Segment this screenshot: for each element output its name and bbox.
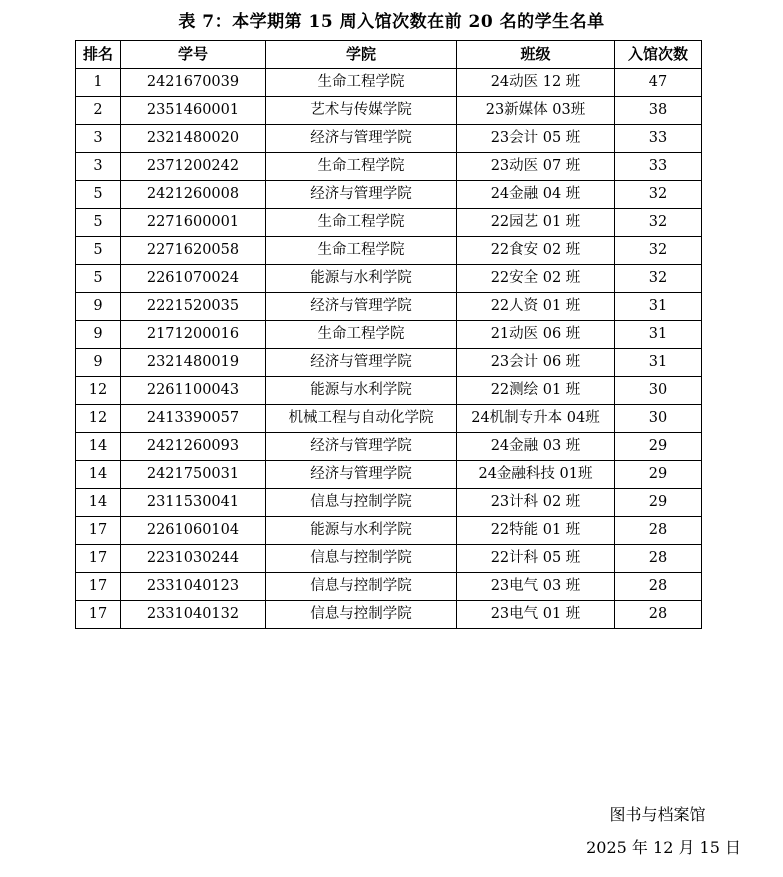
table-cell: 22特能 01 班	[457, 517, 615, 545]
table-cell: 32	[615, 265, 702, 293]
table-cell: 2261060104	[121, 517, 266, 545]
table-cell: 23会计 05 班	[457, 125, 615, 153]
table-cell: 22安全 02 班	[457, 265, 615, 293]
table-cell: 2271600001	[121, 209, 266, 237]
table-cell: 2371200242	[121, 153, 266, 181]
table-cell: 5	[76, 265, 121, 293]
table-cell: 机械工程与自动化学院	[266, 405, 457, 433]
table-cell: 24金融 04 班	[457, 181, 615, 209]
table-cell: 17	[76, 545, 121, 573]
table-cell: 2321480020	[121, 125, 266, 153]
table-cell: 32	[615, 209, 702, 237]
table-cell: 生命工程学院	[266, 209, 457, 237]
table-cell: 艺术与传媒学院	[266, 97, 457, 125]
table-cell: 33	[615, 125, 702, 153]
table-cell: 能源与水利学院	[266, 517, 457, 545]
table-cell: 28	[615, 601, 702, 629]
table-row	[76, 573, 702, 601]
table-cell: 生命工程学院	[266, 69, 457, 97]
table-cell: 3	[76, 153, 121, 181]
table-row	[76, 433, 702, 461]
table-cell: 9	[76, 293, 121, 321]
table-cell: 32	[615, 237, 702, 265]
table-cell: 12	[76, 405, 121, 433]
table-cell: 2	[76, 97, 121, 125]
table-cell: 47	[615, 69, 702, 97]
header-student-id: 学号	[121, 41, 266, 69]
table-cell: 23电气 03 班	[457, 573, 615, 601]
table-row	[76, 461, 702, 489]
table-cell: 2271620058	[121, 237, 266, 265]
table-header-row	[76, 41, 702, 69]
table-cell: 3	[76, 125, 121, 153]
table-row	[76, 517, 702, 545]
table-cell: 23新媒体 03班	[457, 97, 615, 125]
header-college: 学院	[266, 41, 457, 69]
table-cell: 信息与控制学院	[266, 573, 457, 601]
table-cell: 2261070024	[121, 265, 266, 293]
footer-date: 2025 年 12 月 15 日	[586, 838, 741, 858]
table-cell: 28	[615, 573, 702, 601]
table-cell: 28	[615, 517, 702, 545]
table-cell: 9	[76, 321, 121, 349]
table-cell: 31	[615, 349, 702, 377]
table-cell: 14	[76, 489, 121, 517]
table-cell: 22食安 02 班	[457, 237, 615, 265]
table-cell: 2421260093	[121, 433, 266, 461]
table-cell: 生命工程学院	[266, 321, 457, 349]
table-cell: 31	[615, 293, 702, 321]
table-cell: 22园艺 01 班	[457, 209, 615, 237]
table-cell: 信息与控制学院	[266, 489, 457, 517]
table-row	[76, 125, 702, 153]
table-cell: 2331040132	[121, 601, 266, 629]
table-cell: 生命工程学院	[266, 237, 457, 265]
table-row	[76, 209, 702, 237]
table-cell: 2421260008	[121, 181, 266, 209]
header-visit-count: 入馆次数	[615, 41, 702, 69]
table-row	[76, 181, 702, 209]
table-row	[76, 377, 702, 405]
table-cell: 2221520035	[121, 293, 266, 321]
table-cell: 能源与水利学院	[266, 377, 457, 405]
table-cell: 信息与控制学院	[266, 545, 457, 573]
table-cell: 5	[76, 181, 121, 209]
table-cell: 2321480019	[121, 349, 266, 377]
table-cell: 30	[615, 405, 702, 433]
table-cell: 29	[615, 433, 702, 461]
table-cell: 经济与管理学院	[266, 349, 457, 377]
table-cell: 经济与管理学院	[266, 181, 457, 209]
header-class: 班级	[457, 41, 615, 69]
table-cell: 32	[615, 181, 702, 209]
table-cell: 1	[76, 69, 121, 97]
table-header	[76, 41, 702, 69]
table-cell: 24动医 12 班	[457, 69, 615, 97]
table-cell: 33	[615, 153, 702, 181]
student-roster-table	[75, 40, 702, 629]
table-cell: 5	[76, 237, 121, 265]
table-cell: 22计科 05 班	[457, 545, 615, 573]
table-cell: 21动医 06 班	[457, 321, 615, 349]
table-cell: 23会计 06 班	[457, 349, 615, 377]
table-row	[76, 321, 702, 349]
table-cell: 信息与控制学院	[266, 601, 457, 629]
table-cell: 17	[76, 573, 121, 601]
table-body	[76, 69, 702, 629]
table-row	[76, 237, 702, 265]
table-cell: 2331040123	[121, 573, 266, 601]
table-cell: 2413390057	[121, 405, 266, 433]
table-cell: 生命工程学院	[266, 153, 457, 181]
table-cell: 29	[615, 461, 702, 489]
table-cell: 2171200016	[121, 321, 266, 349]
table-row	[76, 293, 702, 321]
table-row	[76, 265, 702, 293]
table-cell: 38	[615, 97, 702, 125]
table-row	[76, 153, 702, 181]
table-cell: 5	[76, 209, 121, 237]
table-cell: 2261100043	[121, 377, 266, 405]
table-cell: 24金融科技 01班	[457, 461, 615, 489]
table-cell: 23计科 02 班	[457, 489, 615, 517]
table-cell: 14	[76, 461, 121, 489]
table-row	[76, 545, 702, 573]
table-row	[76, 69, 702, 97]
table-cell: 17	[76, 517, 121, 545]
table-cell: 14	[76, 433, 121, 461]
table-cell: 24机制专升本 04班	[457, 405, 615, 433]
table-cell: 2421750031	[121, 461, 266, 489]
table-row	[76, 405, 702, 433]
table-cell: 经济与管理学院	[266, 433, 457, 461]
table-cell: 经济与管理学院	[266, 293, 457, 321]
table-cell: 17	[76, 601, 121, 629]
table-cell: 2351460001	[121, 97, 266, 125]
table-cell: 经济与管理学院	[266, 125, 457, 153]
footer-organization: 图书与档案馆	[609, 805, 706, 825]
table-cell: 能源与水利学院	[266, 265, 457, 293]
table-cell: 9	[76, 349, 121, 377]
header-rank: 排名	[76, 41, 121, 69]
table-cell: 2231030244	[121, 545, 266, 573]
table-cell: 24金融 03 班	[457, 433, 615, 461]
table-row	[76, 601, 702, 629]
table-row	[76, 97, 702, 125]
table-cell: 23电气 01 班	[457, 601, 615, 629]
table-cell: 12	[76, 377, 121, 405]
table-cell: 31	[615, 321, 702, 349]
table-cell: 30	[615, 377, 702, 405]
document-footer	[586, 799, 741, 865]
table-cell: 22人资 01 班	[457, 293, 615, 321]
table-row	[76, 489, 702, 517]
table-cell: 2421670039	[121, 69, 266, 97]
table-row	[76, 349, 702, 377]
table-cell: 22测绘 01 班	[457, 377, 615, 405]
table-cell: 29	[615, 489, 702, 517]
table-cell: 28	[615, 545, 702, 573]
table-cell: 23动医 07 班	[457, 153, 615, 181]
table-cell: 2311530041	[121, 489, 266, 517]
page-title: 表 7：本学期第 15 周入馆次数在前 20 名的学生名单	[178, 12, 605, 32]
table-cell: 经济与管理学院	[266, 461, 457, 489]
